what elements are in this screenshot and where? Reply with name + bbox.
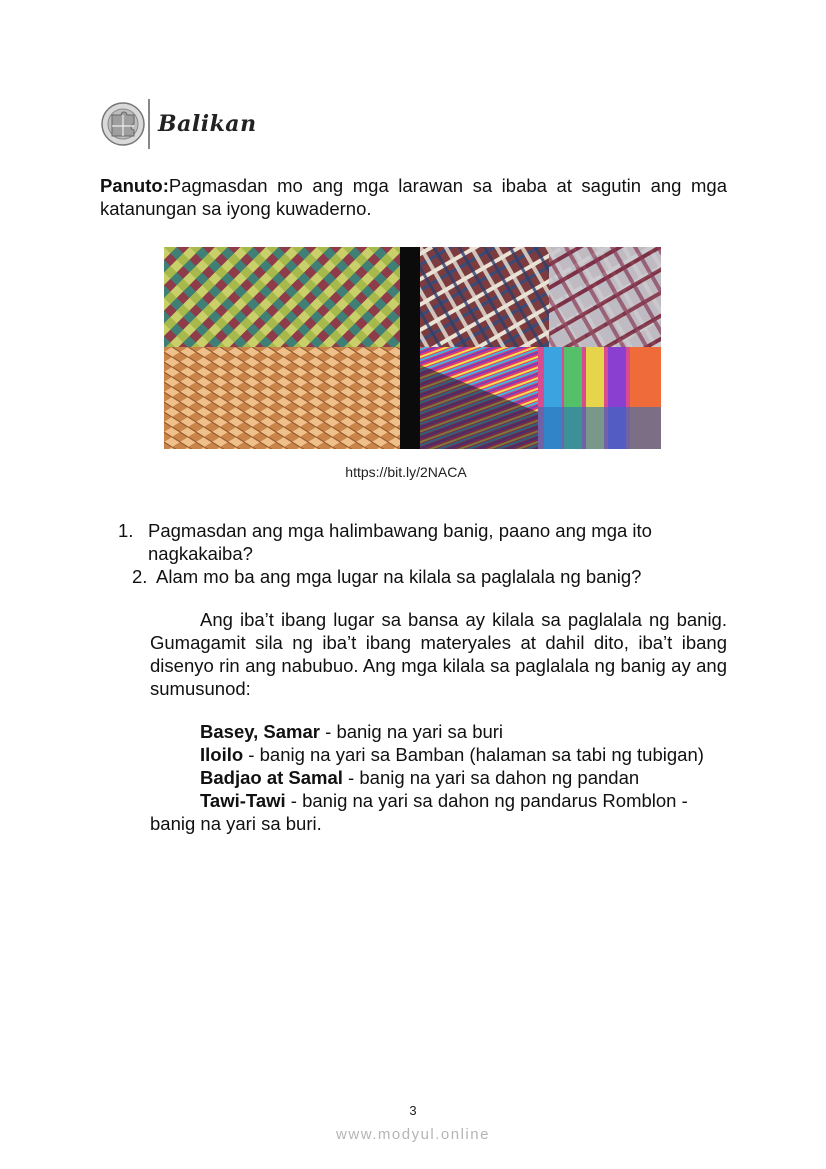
place-item [150,720,727,743]
puzzle-icon [100,101,146,147]
section-title: Balikan [158,111,257,137]
question-item [118,519,738,565]
instructions-text: Pagmasdan mo ang mga larawan sa ibaba at sagutin ang mga katanungan sa iyong kuwaderno. [100,175,727,219]
place-item [150,766,727,789]
place-description: - banig na yari sa Bamban (halaman sa tabi ng tubigan) [243,744,704,765]
place-name: Badjao at Samal [200,767,343,788]
question-text: Pagmasdan ang mga halimbawang banig, paano ang mga ito nagkakaiba? [148,520,652,564]
body-paragraph: Ang iba’t ibang lugar sa bansa ay kilala sa paglalala ng banig. Gumagamit sila ng iba’t ibang materyales at dahil dito, iba’t ibang disenyo rin ang nabubuo. Ang mga kilala sa paglalala ng banig ay ang sumusunod: [150,609,727,699]
instructions-label: Panuto: [100,175,169,196]
place-description: - banig na yari sa buri [320,721,504,742]
page-number: 3 [409,1103,417,1118]
question-text: Alam mo ba ang mga lugar na kilala sa paglalala ng banig? [156,566,642,587]
section-header [100,98,257,150]
instructions [100,174,727,220]
banig-photo-collage [164,247,661,449]
questions-list [118,519,738,588]
place-description: - banig na yari sa dahon ng pandarus Romblon - [285,790,688,811]
place-item [150,789,727,812]
header-divider [148,99,150,149]
question-number: 1. [118,520,134,541]
place-name: Basey, Samar [200,721,320,742]
question-item [118,565,738,588]
place-description-continuation: banig na yari sa buri. [150,813,322,834]
place-item [150,743,727,766]
place-name: Tawi-Tawi [200,790,286,811]
image-source-url[interactable]: https://bit.ly/2NACA [345,464,467,480]
question-number: 2. [132,566,148,587]
place-name: Iloilo [200,744,244,765]
places-list [150,720,727,835]
place-description: - banig na yari sa dahon ng pandan [342,767,640,788]
watermark: www.modyul.online [336,1126,490,1143]
